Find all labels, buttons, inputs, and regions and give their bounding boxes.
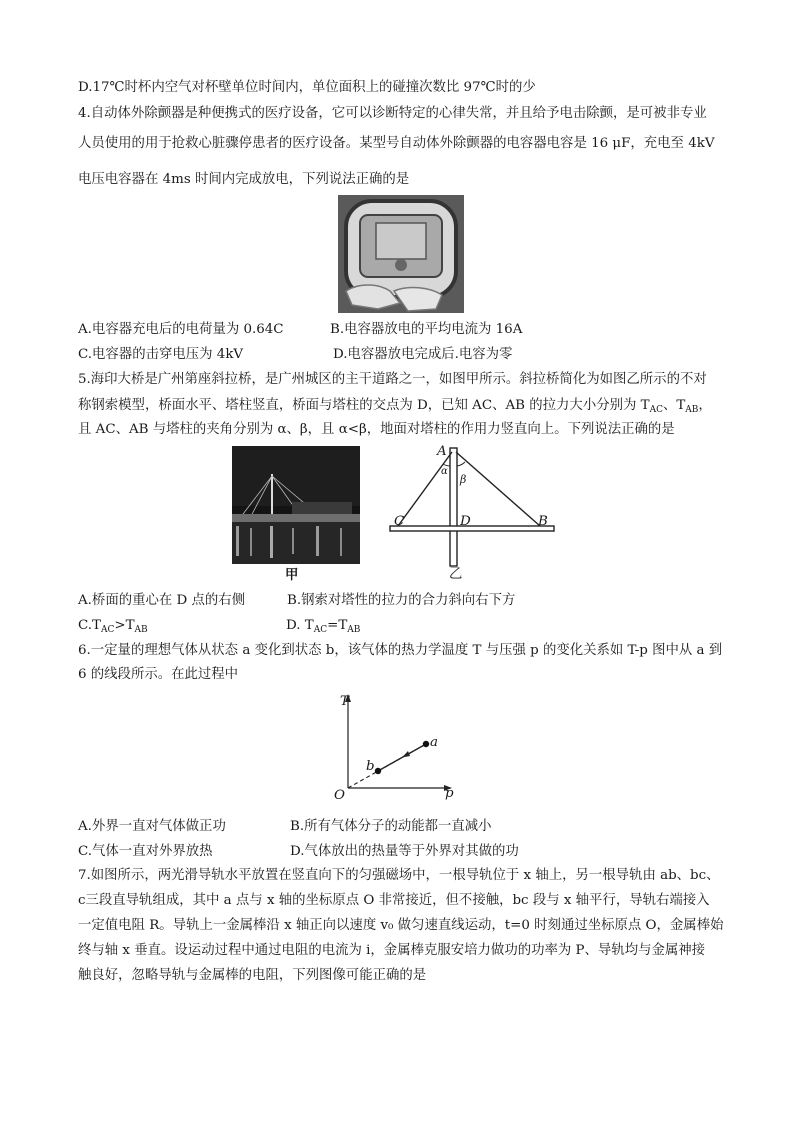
fig-point-b: B xyxy=(538,514,548,529)
fig-point-d: D xyxy=(460,514,471,529)
q6-option-c: C.气体一直对外界放热 xyxy=(78,844,213,859)
q5-option-c: $C.T_{AC}>T_{AB}$ xyxy=(78,618,148,635)
bridge-diagram xyxy=(386,444,558,570)
fig-alpha: α xyxy=(441,466,448,477)
fig-jia-label: 甲 xyxy=(285,567,299,583)
aed-photo xyxy=(338,195,464,313)
q4-stem-line1: 4.自动体外除颤器是种便携式的医疗设备，它可以诊断特定的心律失常，并且给予电击除颤，是可被非专业 xyxy=(78,106,707,121)
q6-option-b: B.所有气体分子的动能都一直减小 xyxy=(290,819,492,834)
q5-option-d: D. $T_{AC}=T_{AB}$ xyxy=(286,618,361,635)
q7-stem-line1: 7.如图所示，两光滑导轨水平放置在竖直向下的匀强磁场中，一根导轨位于 x 轴上，另一根导轨由 ab、bc、 xyxy=(78,868,720,883)
tp-origin: O xyxy=(334,788,345,803)
q5-stem-line1: 5.海印大桥是广州第座斜拉桥，是广州城区的主干道路之一，如图甲所示。斜拉桥简化为如图乙所示的不对 xyxy=(78,372,707,387)
bridge-photo xyxy=(232,446,360,564)
q5-option-a: A.桥面的重心在 D 点的右侧 xyxy=(78,593,246,608)
q4-option-c: C.电容器的击穿电压为 4kV xyxy=(78,347,244,362)
fig-point-a: A xyxy=(437,444,447,459)
q6-stem-line1: 6.一定量的理想气体从状态 a 变化到状态 b，该气体的热力学温度 T 与压强 p 的变化关系如 T-p 图中从 a 到 xyxy=(78,643,723,658)
q7-stem-line5: 触良好，忽略导轨与金属棒的电阻，下列图像可能正确的是 xyxy=(78,968,427,983)
q5-option-b: B.钢索对塔性的拉力的合力斜向右下方 xyxy=(287,593,516,608)
fig-point-c: C xyxy=(394,514,405,529)
q4-option-a: A.电容器充电后的电荷量为 0.64C xyxy=(78,322,284,337)
q7-stem-line4: 终与轴 x 垂直。设运动过程中通过电阻的电流为 i，金属棒克服安培力做功的功率为 P、导轨均与金属神接 xyxy=(78,943,706,958)
tp-point-a: a xyxy=(430,735,438,750)
tp-axis-t: T xyxy=(340,694,349,709)
fig-beta: β xyxy=(460,473,467,486)
q6-stem-line2: 6 的线段所示。在此过程中 xyxy=(78,667,239,682)
q7-stem-line2: c三段直导轨组成，其中 a 点与 x 轴的坐标原点 O 非常接近，但不接触，bc 段与 x 轴平行，导轨右端接入 xyxy=(78,893,710,908)
q4-option-d: D.电容器放电完成后.电容为零 xyxy=(333,347,513,362)
q5-stem-line2: 称钢索模型，桥面水平、塔柱竖直，桥面与塔柱的交点为 D，已知 AC、AB 的拉力大小分别为 $T_{AC}$、$T_{AB}$， xyxy=(78,398,712,415)
tp-axis-p: p xyxy=(445,786,454,801)
fig-yi-label: 乙 xyxy=(449,567,463,582)
q4-stem-line2: 人员使用的用于抢救心脏骤停患者的医疗设备。某型号自动体外除颤器的电容器电容是 16 μF，充电至 4kV xyxy=(78,136,715,151)
q6-option-a: A.外界一直对气体做正功 xyxy=(78,819,226,834)
q4-stem-line3: 电压电容器在 4ms 时间内完成放电，下列说法正确的是 xyxy=(78,172,410,187)
tp-point-b: b xyxy=(366,759,375,774)
q6-option-d: D.气体放出的热量等于外界对其做的功 xyxy=(290,844,519,859)
q5-stem-line3: 且 AC、AB 与塔柱的夹角分别为 α、β，且 α<β，地面对塔柱的作用力竖直向上。下列说法正确的是 xyxy=(78,422,675,437)
q7-stem-line3: 一定值电阻 R。导轨上一金属棒沿 x 轴正向以速度 v₀ 做匀速直线运动，t=0 时刻通过坐标原点 O，金属棒始 xyxy=(78,918,724,933)
q3-option-d: D.17℃时杯内空气对杯壁单位时间内，单位面积上的碰撞次数比 97℃时的少 xyxy=(78,80,536,95)
q4-option-b: B.电容器放电的平均电流为 16A xyxy=(330,322,523,337)
tp-diagram xyxy=(330,690,460,802)
